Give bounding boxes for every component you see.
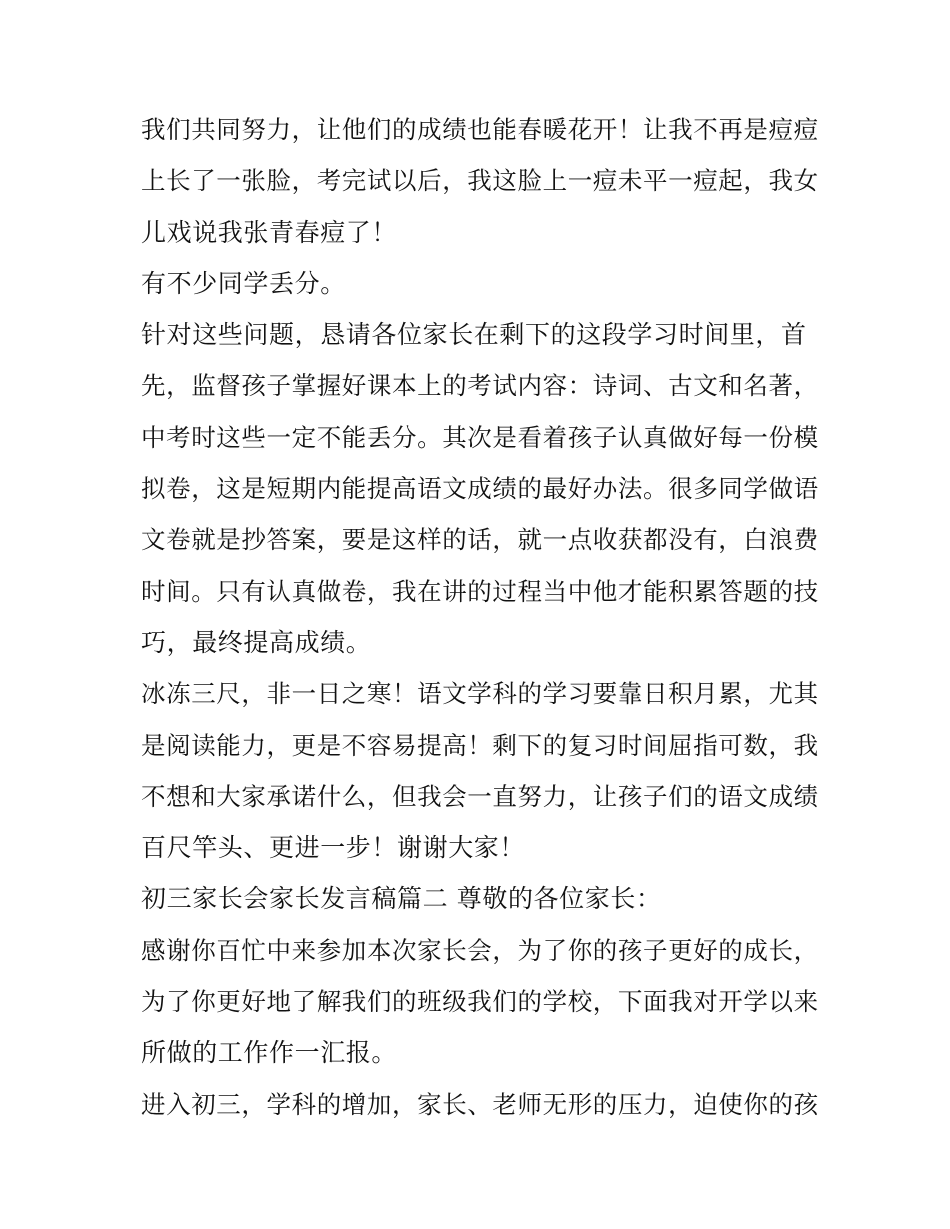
text-line: 针对这些问题，恳请各位家长在剩下的这段学习时间里，首 [141, 320, 807, 350]
paragraph [141, 873, 821, 924]
paragraph [141, 258, 821, 309]
text-line: 有不少同学丢分。 [141, 268, 346, 298]
text-line: 是阅读能力，更是不容易提高！剩下的复习时间屈指可数，我 [141, 730, 819, 760]
text-line: 为了你更好地了解我们的班级我们的学校，下面我对开学以来 [141, 987, 819, 1017]
text-line: 不想和大家承诺什么，但我会一直努力，让孩子们的语文成绩 [141, 781, 819, 811]
paragraph [141, 668, 821, 873]
paragraph [141, 925, 821, 1079]
text-line: 拟卷，这是短期内能提高语文成绩的最好办法。很多同学做语 [141, 474, 819, 504]
text-line: 百尺竿头、更进一步！谢谢大家！ [141, 833, 526, 863]
text-line: 上长了一张脸，考完试以后，我这脸上一痘未平一痘起，我女 [141, 166, 819, 196]
text-line: 中考时这些一定不能丢分。其次是看着孩子认真做好每一份模 [141, 422, 819, 452]
paragraph [141, 104, 821, 258]
text-line: 时间。只有认真做卷，我在讲的过程当中他才能积累答题的技 [141, 576, 819, 606]
document-body [141, 104, 821, 1130]
text-line: 初三家长会家长发言稿篇二 尊敬的各位家长： [141, 884, 662, 914]
text-line: 进入初三，学科的增加，家长、老师无形的压力，迫使你的孩 [141, 1089, 819, 1119]
text-line: 我们共同努力，让他们的成绩也能春暖花开！让我不再是痘痘 [141, 115, 819, 144]
text-line: 巧，最终提高成绩。 [141, 627, 372, 657]
text-line: 先，监督孩子掌握好课本上的考试内容：诗词、古文和名著， [141, 371, 819, 401]
text-line: 冰冻三尺，非一日之寒！语文学科的学习要靠日积月累，尤其 [141, 679, 819, 709]
text-line: 文卷就是抄答案，要是这样的话，就一点收获都没有，白浪费 [141, 525, 819, 555]
paragraph [141, 309, 821, 668]
text-line: 儿戏说我张青春痘了！ [141, 217, 398, 247]
text-line: 感谢你百忙中来参加本次家长会，为了你的孩子更好的成长， [141, 935, 819, 965]
text-line: 所做的工作作一汇报。 [141, 1038, 398, 1068]
paragraph [141, 1079, 821, 1130]
